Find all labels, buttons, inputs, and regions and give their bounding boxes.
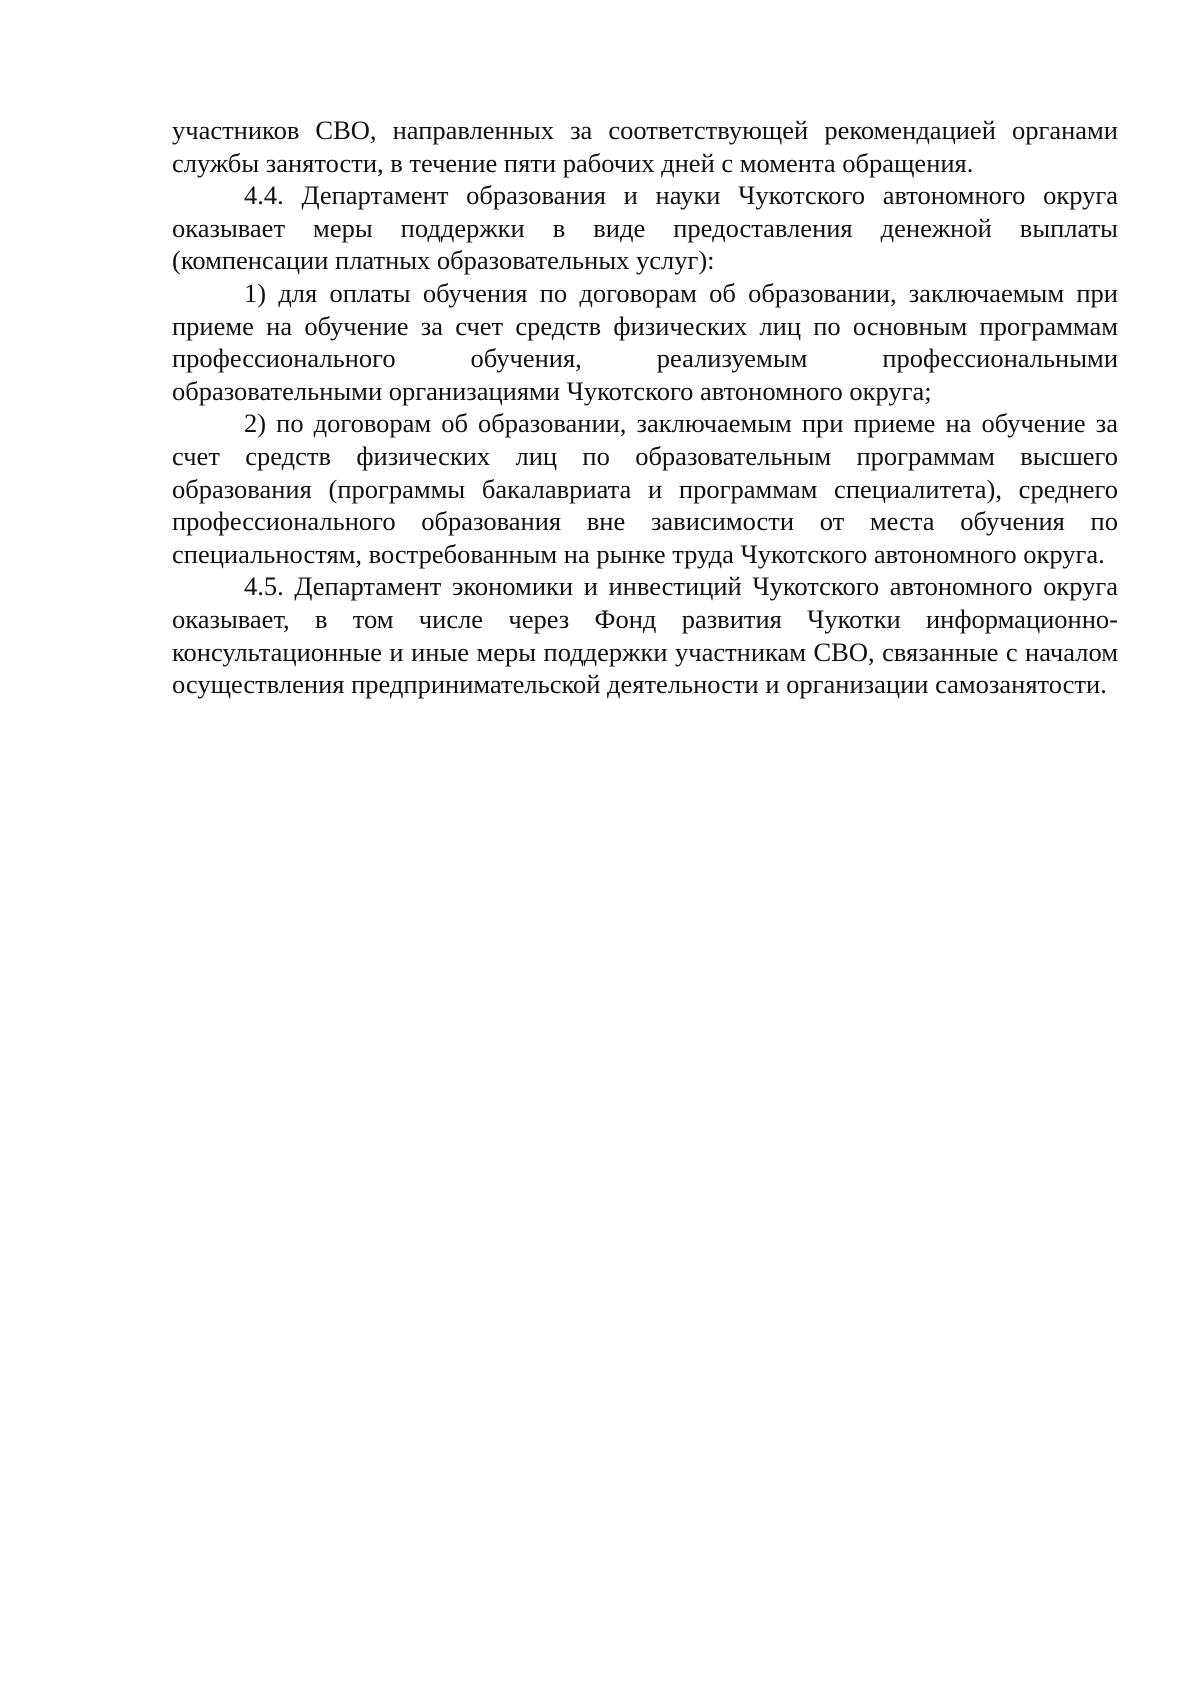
paragraph-4-5: 4.5. Департамент экономики и инвестиций Чукотского автономного округа оказывает, в том числе через Фонд развития Чукотки информационно-консультационные и иные меры поддержки участникам СВО, связанные с началом осуществления предпринимательской деятельности и организации самозанятости. <box>172 571 1118 700</box>
document-body <box>172 114 1118 701</box>
paragraph-4-4-item-1: 1) для оплаты обучения по договорам об образовании, заключаемым при приеме на обучение за счет средств физических лиц по основным программам профессионального обучения, реализуемым профессиональными образовательными организациями Чукотского автономного округа; <box>172 277 1118 406</box>
paragraph-4-4-item-2: 2) по договорам об образовании, заключаемым при приеме на обучение за счет средств физических лиц по образовательным программам высшего образования (программы бакалавриата и программам специалитета), среднего профессионального образования вне зависимости от места обучения по специальностям, востребованным на рынке труда Чукотского автономного округа. <box>172 408 1118 569</box>
paragraph-continuation: участников СВО, направленных за соответствующей рекомендацией органами службы занятости, в течение пяти рабочих дней с момента обращения. <box>172 115 1118 178</box>
paragraph-4-4: 4.4. Департамент образования и науки Чукотского автономного округа оказывает меры поддержки в виде предоставления денежной выплаты (компенсации платных образовательных услуг): <box>172 180 1118 276</box>
